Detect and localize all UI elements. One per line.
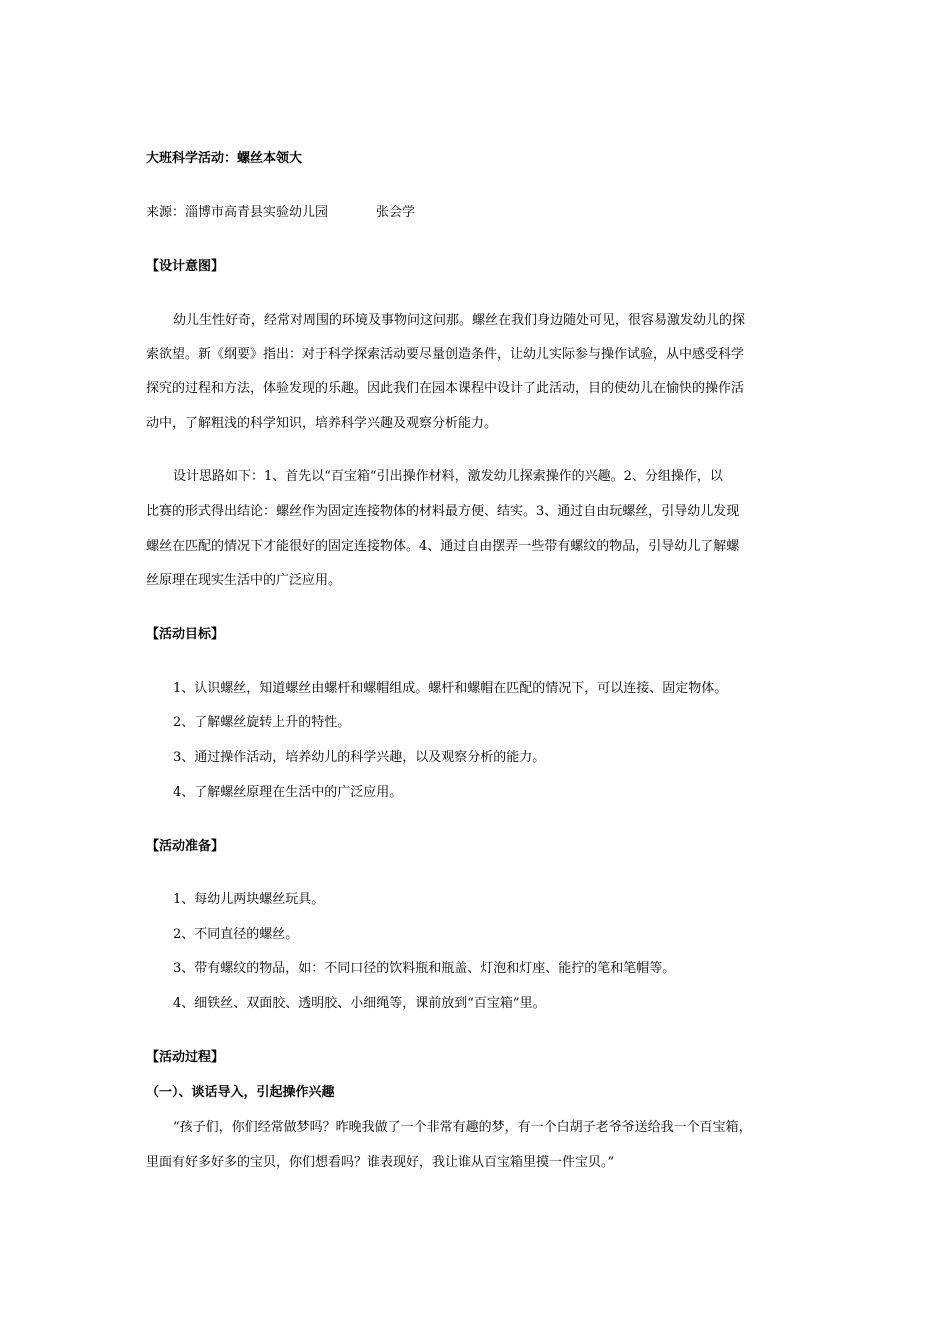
paragraph-line: 设计思路如下：1、首先以“百宝箱“引出操作材料，激发幼儿探索操作的兴趣。2、分组操作，以 bbox=[173, 469, 723, 484]
list-item: 4、了解螺丝原理在生活中的广泛应用。 bbox=[173, 785, 403, 800]
list-item: 2、不同直径的螺丝。 bbox=[173, 927, 299, 942]
list-item: 1、认识螺丝，知道螺丝由螺杆和螺帽组成。螺杆和螺帽在匹配的情况下，可以连接、固定物体。 bbox=[173, 681, 728, 696]
section-heading-process: 【活动过程】 bbox=[146, 1050, 225, 1065]
list-item: 2、了解螺丝旋转上升的特性。 bbox=[173, 715, 351, 730]
list-item: 4、细铁丝、双面胶、透明胶、小细绳等，课前放到“百宝箱”里。 bbox=[173, 996, 546, 1011]
subsection-heading: （一）、谈话导入，引起操作兴趣 bbox=[146, 1085, 335, 1100]
paragraph-line: 螺丝在匹配的情况下才能很好的固定连接物体。4、通过自由摆弄一些带有螺纹的物品，引导幼儿了解螺 bbox=[146, 539, 740, 554]
list-item: 3、通过操作活动，培养幼儿的科学兴趣，以及观察分析的能力。 bbox=[173, 750, 546, 765]
list-item: 1、每幼儿两块螺丝玩具。 bbox=[173, 892, 325, 907]
paragraph-line: 比赛的形式得出结论：螺丝作为固定连接物体的材料最方便、结实。3、通过自由玩螺丝，引导幼儿发现 bbox=[146, 504, 740, 519]
paragraph-line: 里面有好多好多的宝贝，你们想看吗？谁表现好，我让谁从百宝箱里摸一件宝贝。” bbox=[146, 1155, 615, 1170]
document-title: 大班科学活动：螺丝本领大 bbox=[146, 151, 303, 166]
section-heading-prep: 【活动准备】 bbox=[146, 839, 225, 854]
paragraph-line: “孩子们，你们经常做梦吗？昨晚我做了一个非常有趣的梦，有一个白胡子老爷爷送给我一个百宝箱， bbox=[173, 1120, 752, 1135]
paragraph-line: 动中，了解粗浅的科学知识，培养科学兴趣及观察分析能力。 bbox=[146, 416, 498, 431]
paragraph-line: 探究的过程和方法，体验发现的乐趣。因此我们在园本课程中设计了此活动，目的使幼儿在愉快的操作活 bbox=[146, 381, 745, 396]
list-item: 3、带有螺纹的物品，如：不同口径的饮料瓶和瓶盖、灯泡和灯座、能拧的笔和笔帽等。 bbox=[173, 961, 676, 976]
source-label: 来源：淄博市高青县实验幼儿园 bbox=[146, 205, 329, 220]
section-heading-design: 【设计意图】 bbox=[146, 259, 225, 274]
paragraph-line: 索欲望。新《纲要》指出：对于科学探索活动要尽量创造条件，让幼儿实际参与操作试验，从中感受科学 bbox=[146, 347, 745, 362]
source-line bbox=[146, 204, 415, 222]
author-name: 张会学 bbox=[376, 205, 416, 220]
paragraph-line: 丝原理在现实生活中的广泛应用。 bbox=[146, 573, 342, 588]
paragraph-line: 幼儿生性好奇，经常对周围的环境及事物问这问那。螺丝在我们身边随处可见，很容易激发幼儿的探 bbox=[173, 313, 746, 328]
section-heading-goals: 【活动目标】 bbox=[146, 627, 225, 642]
